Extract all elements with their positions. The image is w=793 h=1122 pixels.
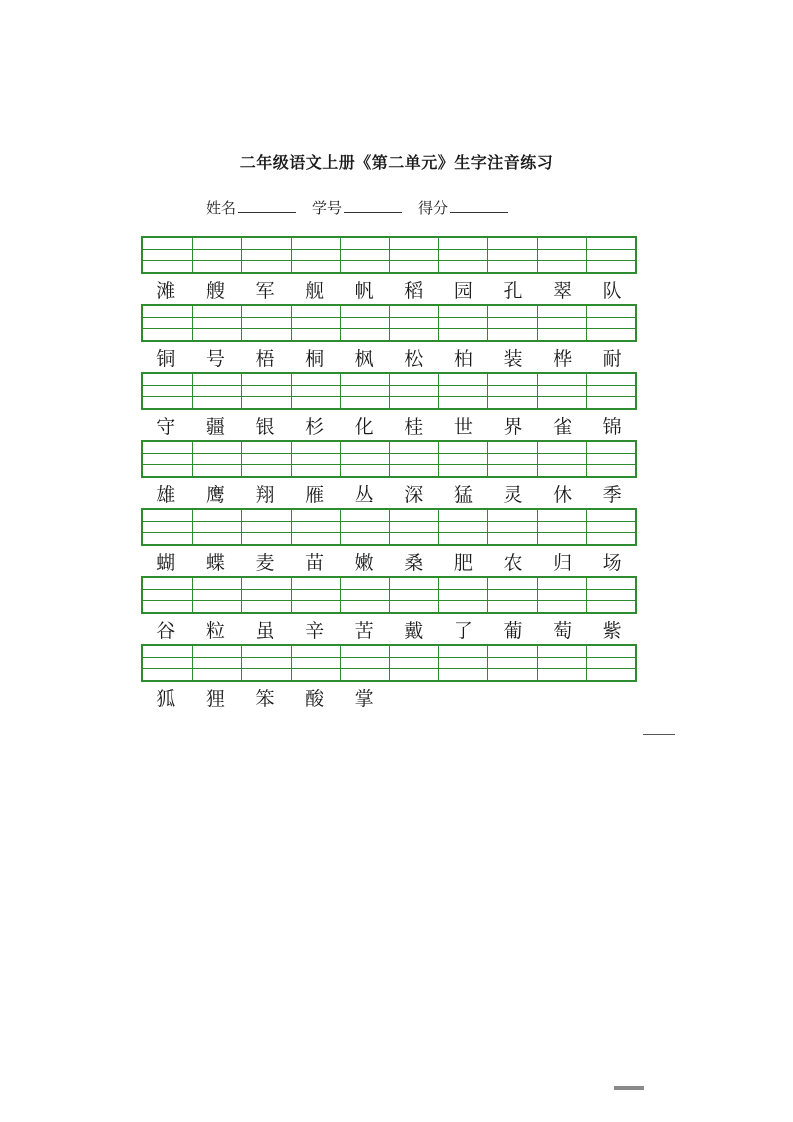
hanzi-character: 翠 <box>553 279 573 302</box>
hanzi-character: 军 <box>255 279 275 302</box>
hanzi-character: 艘 <box>205 279 225 302</box>
pinyin-cell[interactable] <box>438 442 487 476</box>
pinyin-cell[interactable] <box>192 578 241 612</box>
hanzi-character: 猛 <box>453 483 473 506</box>
hanzi-character: 翔 <box>255 483 275 506</box>
hanzi-character: 装 <box>503 347 523 370</box>
hanzi-character: 疆 <box>205 415 225 438</box>
hanzi-character: 紫 <box>602 619 622 642</box>
pinyin-cell[interactable] <box>389 578 438 612</box>
hanzi-character: 麦 <box>255 551 275 574</box>
practice-row <box>141 644 637 712</box>
pinyin-cell[interactable] <box>340 238 389 272</box>
practice-row <box>141 236 637 304</box>
hanzi-character: 了 <box>453 619 473 642</box>
hanzi-character: 铜 <box>156 347 176 370</box>
hanzi-character: 戴 <box>404 619 424 642</box>
hanzi-character: 稻 <box>404 279 424 302</box>
pinyin-cell[interactable] <box>241 238 290 272</box>
hanzi-character: 雁 <box>305 483 325 506</box>
pinyin-cell[interactable] <box>241 374 290 408</box>
pinyin-cell[interactable] <box>487 238 536 272</box>
hanzi-character: 丛 <box>354 483 374 506</box>
hanzi-character: 桦 <box>553 347 573 370</box>
pinyin-cell[interactable] <box>537 578 586 612</box>
pinyin-cell[interactable] <box>487 374 536 408</box>
pinyin-cell[interactable] <box>340 374 389 408</box>
hanzi-character: 嫩 <box>354 551 374 574</box>
pinyin-cell[interactable] <box>438 238 487 272</box>
pinyin-cell[interactable] <box>241 578 290 612</box>
hanzi-character: 化 <box>354 415 374 438</box>
pinyin-cell[interactable] <box>487 578 536 612</box>
pinyin-cell[interactable] <box>192 306 241 340</box>
hanzi-character: 灵 <box>503 483 523 506</box>
pinyin-writing-grid <box>141 576 637 614</box>
pinyin-cell[interactable] <box>291 306 340 340</box>
pinyin-cell[interactable] <box>192 646 241 680</box>
student-info-row <box>206 197 524 218</box>
pinyin-cell[interactable] <box>291 510 340 544</box>
pinyin-cell[interactable] <box>438 578 487 612</box>
pinyin-cell[interactable] <box>389 374 438 408</box>
pinyin-cell[interactable] <box>340 442 389 476</box>
hanzi-character: 柏 <box>453 347 473 370</box>
pinyin-cell[interactable] <box>586 306 635 340</box>
pinyin-writing-grid <box>141 236 637 274</box>
pinyin-cell[interactable] <box>241 306 290 340</box>
hanzi-character: 滩 <box>156 279 176 302</box>
hanzi-character: 松 <box>404 347 424 370</box>
practice-row <box>141 508 637 576</box>
hanzi-character: 笨 <box>255 687 275 710</box>
hanzi-character: 杉 <box>305 415 325 438</box>
character-row <box>141 342 637 372</box>
pinyin-cell[interactable] <box>438 646 487 680</box>
pinyin-cell[interactable] <box>487 510 536 544</box>
pinyin-cell[interactable] <box>586 646 635 680</box>
pinyin-cell[interactable] <box>241 646 290 680</box>
pinyin-cell[interactable] <box>291 442 340 476</box>
pinyin-cell[interactable] <box>291 578 340 612</box>
score-blank[interactable] <box>450 200 508 213</box>
hanzi-character: 狐 <box>156 687 176 710</box>
hanzi-character: 蝶 <box>205 551 225 574</box>
pinyin-cell[interactable] <box>340 578 389 612</box>
pinyin-cell[interactable] <box>537 238 586 272</box>
pinyin-cell[interactable] <box>537 510 586 544</box>
hanzi-character: 虽 <box>255 619 275 642</box>
pinyin-cell[interactable] <box>586 442 635 476</box>
pinyin-cell[interactable] <box>241 442 290 476</box>
pinyin-cell[interactable] <box>438 306 487 340</box>
hanzi-character: 桂 <box>404 415 424 438</box>
pinyin-cell[interactable] <box>291 238 340 272</box>
hanzi-character: 萄 <box>553 619 573 642</box>
hanzi-character: 锦 <box>602 415 622 438</box>
pinyin-cell[interactable] <box>586 374 635 408</box>
hanzi-character: 辛 <box>305 619 325 642</box>
student-number-label: 学号 <box>312 199 343 217</box>
hanzi-character: 休 <box>553 483 573 506</box>
margin-line <box>643 734 675 735</box>
pinyin-cell[interactable] <box>438 510 487 544</box>
hanzi-character: 守 <box>156 415 176 438</box>
hanzi-character: 园 <box>453 279 473 302</box>
pinyin-cell[interactable] <box>389 238 438 272</box>
hanzi-character: 蝴 <box>156 551 176 574</box>
pinyin-cell[interactable] <box>586 510 635 544</box>
pinyin-writing-grid <box>141 508 637 546</box>
pinyin-practice-sheet <box>141 236 637 712</box>
student-number-field[interactable] <box>312 197 402 218</box>
pinyin-cell[interactable] <box>537 646 586 680</box>
character-row <box>141 410 637 440</box>
pinyin-cell[interactable] <box>143 646 192 680</box>
pinyin-cell[interactable] <box>192 238 241 272</box>
page-footer-mark <box>614 1086 644 1090</box>
hanzi-character: 归 <box>553 551 573 574</box>
name-field[interactable] <box>206 197 296 218</box>
pinyin-cell[interactable] <box>389 306 438 340</box>
hanzi-character: 桑 <box>404 551 424 574</box>
hanzi-character: 梧 <box>255 347 275 370</box>
pinyin-cell[interactable] <box>143 578 192 612</box>
pinyin-cell[interactable] <box>586 578 635 612</box>
pinyin-cell[interactable] <box>192 374 241 408</box>
character-row <box>141 274 637 304</box>
name-blank[interactable] <box>238 200 296 213</box>
character-row <box>141 614 637 644</box>
hanzi-character: 银 <box>255 415 275 438</box>
hanzi-character: 鹰 <box>205 483 225 506</box>
hanzi-character: 雄 <box>156 483 176 506</box>
pinyin-cell[interactable] <box>487 646 536 680</box>
pinyin-cell[interactable] <box>487 442 536 476</box>
hanzi-character: 桐 <box>305 347 325 370</box>
hanzi-character: 粒 <box>205 619 225 642</box>
hanzi-character: 孔 <box>503 279 523 302</box>
hanzi-character: 队 <box>602 279 622 302</box>
pinyin-cell[interactable] <box>291 646 340 680</box>
character-row <box>141 546 637 576</box>
hanzi-character: 狸 <box>205 687 225 710</box>
pinyin-cell[interactable] <box>192 442 241 476</box>
hanzi-character: 世 <box>453 415 473 438</box>
pinyin-cell[interactable] <box>143 306 192 340</box>
pinyin-cell[interactable] <box>192 510 241 544</box>
worksheet-title: 二年级语文上册《第二单元》生字注音练习 <box>239 153 554 172</box>
pinyin-cell[interactable] <box>389 442 438 476</box>
practice-row <box>141 372 637 440</box>
pinyin-cell[interactable] <box>143 374 192 408</box>
pinyin-cell[interactable] <box>143 510 192 544</box>
score-label: 得分 <box>418 199 449 217</box>
pinyin-cell[interactable] <box>389 510 438 544</box>
pinyin-cell[interactable] <box>438 374 487 408</box>
hanzi-character: 雀 <box>553 415 573 438</box>
pinyin-cell[interactable] <box>340 510 389 544</box>
pinyin-writing-grid <box>141 644 637 682</box>
hanzi-character: 苗 <box>305 551 325 574</box>
hanzi-character: 深 <box>404 483 424 506</box>
pinyin-cell[interactable] <box>537 306 586 340</box>
hanzi-character: 界 <box>503 415 523 438</box>
character-row <box>141 682 637 712</box>
pinyin-cell[interactable] <box>537 442 586 476</box>
hanzi-character: 苦 <box>354 619 374 642</box>
student-number-blank[interactable] <box>344 200 402 213</box>
hanzi-character: 农 <box>503 551 523 574</box>
pinyin-cell[interactable] <box>340 646 389 680</box>
pinyin-cell[interactable] <box>143 442 192 476</box>
hanzi-character: 耐 <box>602 347 622 370</box>
hanzi-character: 枫 <box>354 347 374 370</box>
pinyin-cell[interactable] <box>340 306 389 340</box>
hanzi-character: 掌 <box>354 687 374 710</box>
pinyin-cell[interactable] <box>389 646 438 680</box>
practice-row <box>141 304 637 372</box>
hanzi-character: 肥 <box>453 551 473 574</box>
pinyin-cell[interactable] <box>487 306 536 340</box>
pinyin-writing-grid <box>141 372 637 410</box>
score-field[interactable] <box>418 197 508 218</box>
pinyin-writing-grid <box>141 440 637 478</box>
name-label: 姓名 <box>206 199 237 217</box>
pinyin-writing-grid <box>141 304 637 342</box>
hanzi-character: 葡 <box>503 619 523 642</box>
hanzi-character: 号 <box>205 347 225 370</box>
pinyin-cell[interactable] <box>143 238 192 272</box>
hanzi-character: 谷 <box>156 619 176 642</box>
hanzi-character: 场 <box>602 551 622 574</box>
hanzi-character: 帆 <box>354 279 374 302</box>
practice-row <box>141 576 637 644</box>
character-row <box>141 478 637 508</box>
pinyin-cell[interactable] <box>537 374 586 408</box>
pinyin-cell[interactable] <box>241 510 290 544</box>
hanzi-character: 季 <box>602 483 622 506</box>
hanzi-character: 酸 <box>305 687 325 710</box>
practice-row <box>141 440 637 508</box>
hanzi-character: 舰 <box>305 279 325 302</box>
pinyin-cell[interactable] <box>291 374 340 408</box>
pinyin-cell[interactable] <box>586 238 635 272</box>
